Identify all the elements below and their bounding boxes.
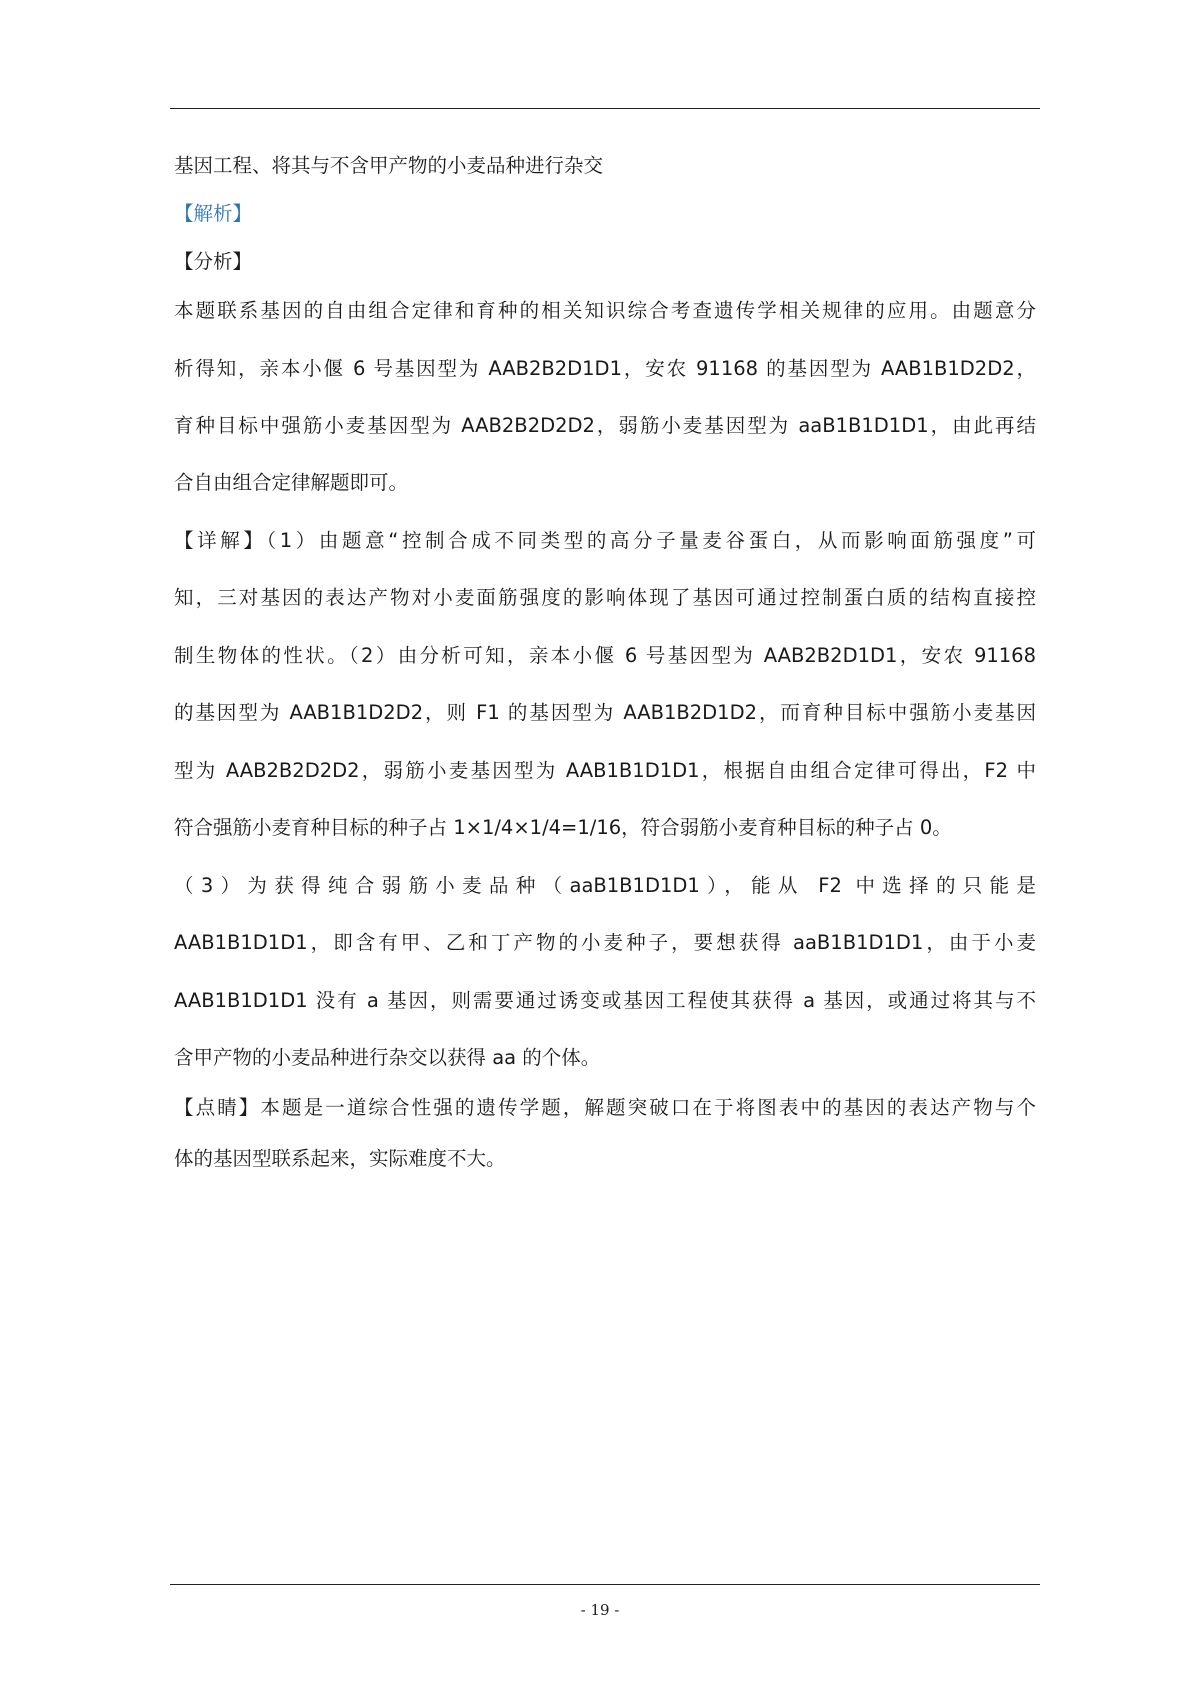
header-rule: [170, 108, 1040, 109]
body-line: 型为 AAB2B2D2D2，弱筋小麦基因型为 AAB1B1D1D1，根据自由组合定律可得出，F2 中: [174, 759, 1036, 782]
section-heading-fenxi: 【分析】: [174, 250, 253, 273]
body-line: 知，三对基因的表达产物对小麦面筋强度的影响体现了基因可通过控制蛋白质的结构直接控: [174, 586, 1036, 609]
body-line: 【点睛】本题是一道综合性强的遗传学题，解题突破口在于将图表中的基因的表达产物与个: [174, 1096, 1036, 1119]
body-line: 的基因型为 AAB1B1D2D2，则 F1 的基因型为 AAB1B2D1D2，而育种目标中强筋小麦基因: [174, 701, 1036, 724]
body-line: （3）为获得纯合弱筋小麦品种（aaB1B1D1D1），能从 F2 中选择的只能是: [174, 874, 1036, 897]
body-line: 体的基因型联系起来，实际难度不大。: [174, 1147, 506, 1170]
page-number: - 19 -: [580, 1601, 620, 1619]
body-line: 制生物体的性状。（2）由分析可知，亲本小偃 6 号基因型为 AAB2B2D1D1，安农 91168: [174, 644, 1036, 667]
body-line: 【详解】（1）由题意“控制合成不同类型的高分子量麦谷蛋白，从而影响面筋强度”可: [174, 529, 1036, 552]
body-line: 本题联系基因的自由组合定律和育种的相关知识综合考查遗传学相关规律的应用。由题意分: [174, 299, 1036, 322]
body-line: 析得知，亲本小偃 6 号基因型为 AAB2B2D1D1，安农 91168 的基因型为 AAB1B1D2D2，: [174, 357, 1036, 380]
footer-rule: [170, 1584, 1040, 1585]
body-line: 符合强筋小麦育种目标的种子占 1×1/4×1/4=1/16，符合弱筋小麦育种目标的种子占 0。: [174, 816, 952, 839]
section-heading-jiexi: 【解析】: [174, 202, 253, 225]
body-line: 含甲产物的小麦品种进行杂交以获得 aa 的个体。: [174, 1046, 601, 1069]
body-line: 基因工程、将其与不含甲产物的小麦品种进行杂交: [174, 154, 604, 177]
body-line: AAB1B1D1D1，即含有甲、乙和丁产物的小麦种子，要想获得 aaB1B1D1D1，由于小麦: [174, 931, 1036, 954]
body-line: 合自由组合定律解题即可。: [174, 471, 409, 494]
body-line: 育种目标中强筋小麦基因型为 AAB2B2D2D2，弱筋小麦基因型为 aaB1B1D1D1，由此再结: [174, 414, 1036, 437]
body-line: AAB1B1D1D1 没有 a 基因，则需要通过诱变或基因工程使其获得 a 基因，或通过将其与不: [174, 989, 1036, 1012]
